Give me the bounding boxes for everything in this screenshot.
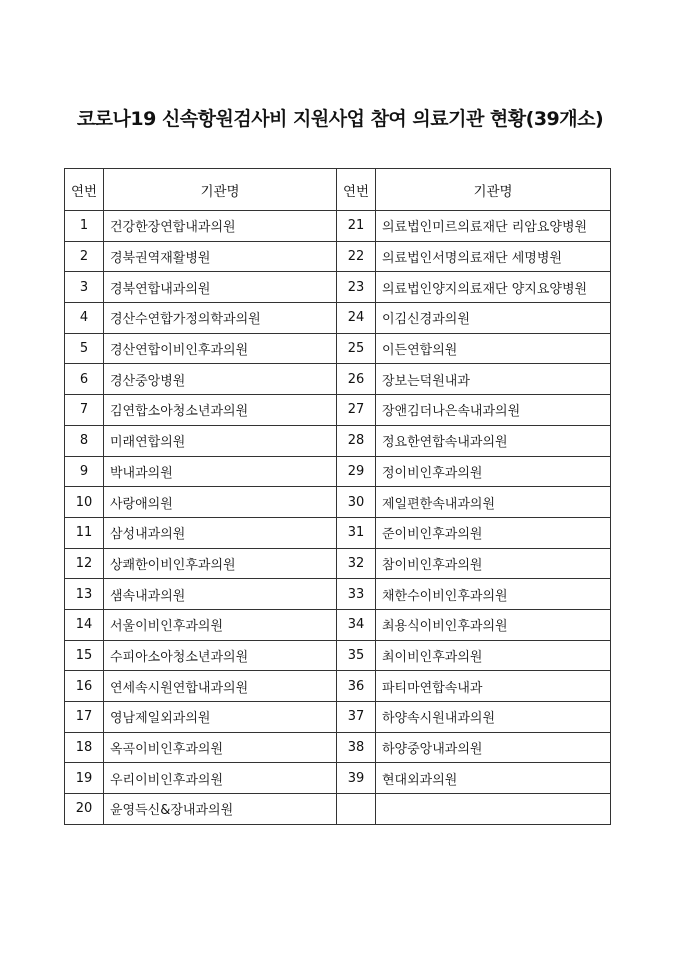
institution-name: 건강한장연합내과의원	[104, 211, 337, 242]
row-number: 7	[65, 395, 104, 426]
institution-name-2: 최이비인후과의원	[376, 640, 611, 671]
row-number-2: 37	[337, 702, 376, 733]
table-row	[65, 794, 611, 825]
institution-name-2: 장앤김더나은속내과의원	[376, 395, 611, 426]
institution-name-2: 참이비인후과의원	[376, 548, 611, 579]
institution-name-2: 정요한연합속내과의원	[376, 425, 611, 456]
institution-name: 윤영득신&장내과의원	[104, 794, 337, 825]
table-row	[65, 487, 611, 518]
institution-name-2: 채한수이비인후과의원	[376, 579, 611, 610]
row-number-2: 36	[337, 671, 376, 702]
institution-name: 경산중앙병원	[104, 364, 337, 395]
institution-name-2: 의료법인미르의료재단 리암요양병원	[376, 211, 611, 242]
table-row	[65, 333, 611, 364]
table-row	[65, 609, 611, 640]
row-number-2: 27	[337, 395, 376, 426]
row-number-2: 38	[337, 732, 376, 763]
row-number: 2	[65, 241, 104, 272]
row-number: 15	[65, 640, 104, 671]
row-number: 12	[65, 548, 104, 579]
row-number-2: 35	[337, 640, 376, 671]
row-number-2: 32	[337, 548, 376, 579]
row-number: 11	[65, 517, 104, 548]
row-number: 18	[65, 732, 104, 763]
institution-name: 경북권역재활병원	[104, 241, 337, 272]
institution-name: 샘속내과의원	[104, 579, 337, 610]
institution-name: 서울이비인후과의원	[104, 609, 337, 640]
header-no: 연번	[65, 169, 104, 211]
row-number-2: 22	[337, 241, 376, 272]
institution-name-2: 현대외과의원	[376, 763, 611, 794]
header-no-2: 연번	[337, 169, 376, 211]
row-number: 6	[65, 364, 104, 395]
institution-name: 수피아소아청소년과의원	[104, 640, 337, 671]
table-header-row	[65, 169, 611, 211]
table-row	[65, 211, 611, 242]
row-number-2: 23	[337, 272, 376, 303]
institution-name-2: 하양중앙내과의원	[376, 732, 611, 763]
table-row	[65, 702, 611, 733]
table-row	[65, 456, 611, 487]
row-number-2: 30	[337, 487, 376, 518]
row-number-2: 28	[337, 425, 376, 456]
institution-name: 경북연합내과의원	[104, 272, 337, 303]
institution-name: 경산수연합가정의학과의원	[104, 303, 337, 334]
table-row	[65, 517, 611, 548]
table-row	[65, 364, 611, 395]
institution-name-2: 준이비인후과의원	[376, 517, 611, 548]
table-row	[65, 763, 611, 794]
institution-name: 상쾌한이비인후과의원	[104, 548, 337, 579]
row-number-2: 34	[337, 609, 376, 640]
row-number-2: 39	[337, 763, 376, 794]
row-number: 9	[65, 456, 104, 487]
institution-name: 경산연합이비인후과의원	[104, 333, 337, 364]
row-number: 14	[65, 609, 104, 640]
institution-name-2: 의료법인양지의료재단 양지요양병원	[376, 272, 611, 303]
row-number: 1	[65, 211, 104, 242]
header-name-2: 기관명	[376, 169, 611, 211]
row-number: 3	[65, 272, 104, 303]
table-row	[65, 548, 611, 579]
table-row	[65, 241, 611, 272]
row-number: 13	[65, 579, 104, 610]
institution-name: 박내과의원	[104, 456, 337, 487]
institution-table	[64, 168, 611, 825]
row-number: 19	[65, 763, 104, 794]
institution-name: 김연합소아청소년과의원	[104, 395, 337, 426]
row-number-2: 31	[337, 517, 376, 548]
header-name: 기관명	[104, 169, 337, 211]
row-number-2: 24	[337, 303, 376, 334]
row-number-2: 26	[337, 364, 376, 395]
table-row	[65, 579, 611, 610]
table-row	[65, 395, 611, 426]
institution-name: 우리이비인후과의원	[104, 763, 337, 794]
row-number: 5	[65, 333, 104, 364]
table-row	[65, 640, 611, 671]
institution-name-2: 하양속시원내과의원	[376, 702, 611, 733]
row-number: 17	[65, 702, 104, 733]
institution-name-2	[376, 794, 611, 825]
row-number: 10	[65, 487, 104, 518]
institution-name: 연세속시원연합내과의원	[104, 671, 337, 702]
document-title: 코로나19 신속항원검사비 지원사업 참여 의료기관 현황(39개소)	[76, 108, 604, 130]
institution-name: 미래연합의원	[104, 425, 337, 456]
row-number-2	[337, 794, 376, 825]
row-number: 4	[65, 303, 104, 334]
table-row	[65, 732, 611, 763]
institution-name: 사랑애의원	[104, 487, 337, 518]
institution-name: 삼성내과의원	[104, 517, 337, 548]
row-number: 8	[65, 425, 104, 456]
institution-name-2: 이든연합의원	[376, 333, 611, 364]
row-number-2: 21	[337, 211, 376, 242]
institution-name-2: 이김신경과의원	[376, 303, 611, 334]
table-row	[65, 303, 611, 334]
table-row	[65, 425, 611, 456]
row-number: 16	[65, 671, 104, 702]
institution-name-2: 최용식이비인후과의원	[376, 609, 611, 640]
row-number-2: 33	[337, 579, 376, 610]
institution-name-2: 파티마연합속내과	[376, 671, 611, 702]
institution-name-2: 장보는덕원내과	[376, 364, 611, 395]
institution-name: 옥곡이비인후과의원	[104, 732, 337, 763]
institution-name-2: 정이비인후과의원	[376, 456, 611, 487]
table-row	[65, 272, 611, 303]
institution-name-2: 의료법인서명의료재단 세명병원	[376, 241, 611, 272]
institution-name-2: 제일편한속내과의원	[376, 487, 611, 518]
institution-name: 영남제일외과의원	[104, 702, 337, 733]
table-row	[65, 671, 611, 702]
row-number-2: 29	[337, 456, 376, 487]
row-number: 20	[65, 794, 104, 825]
row-number-2: 25	[337, 333, 376, 364]
